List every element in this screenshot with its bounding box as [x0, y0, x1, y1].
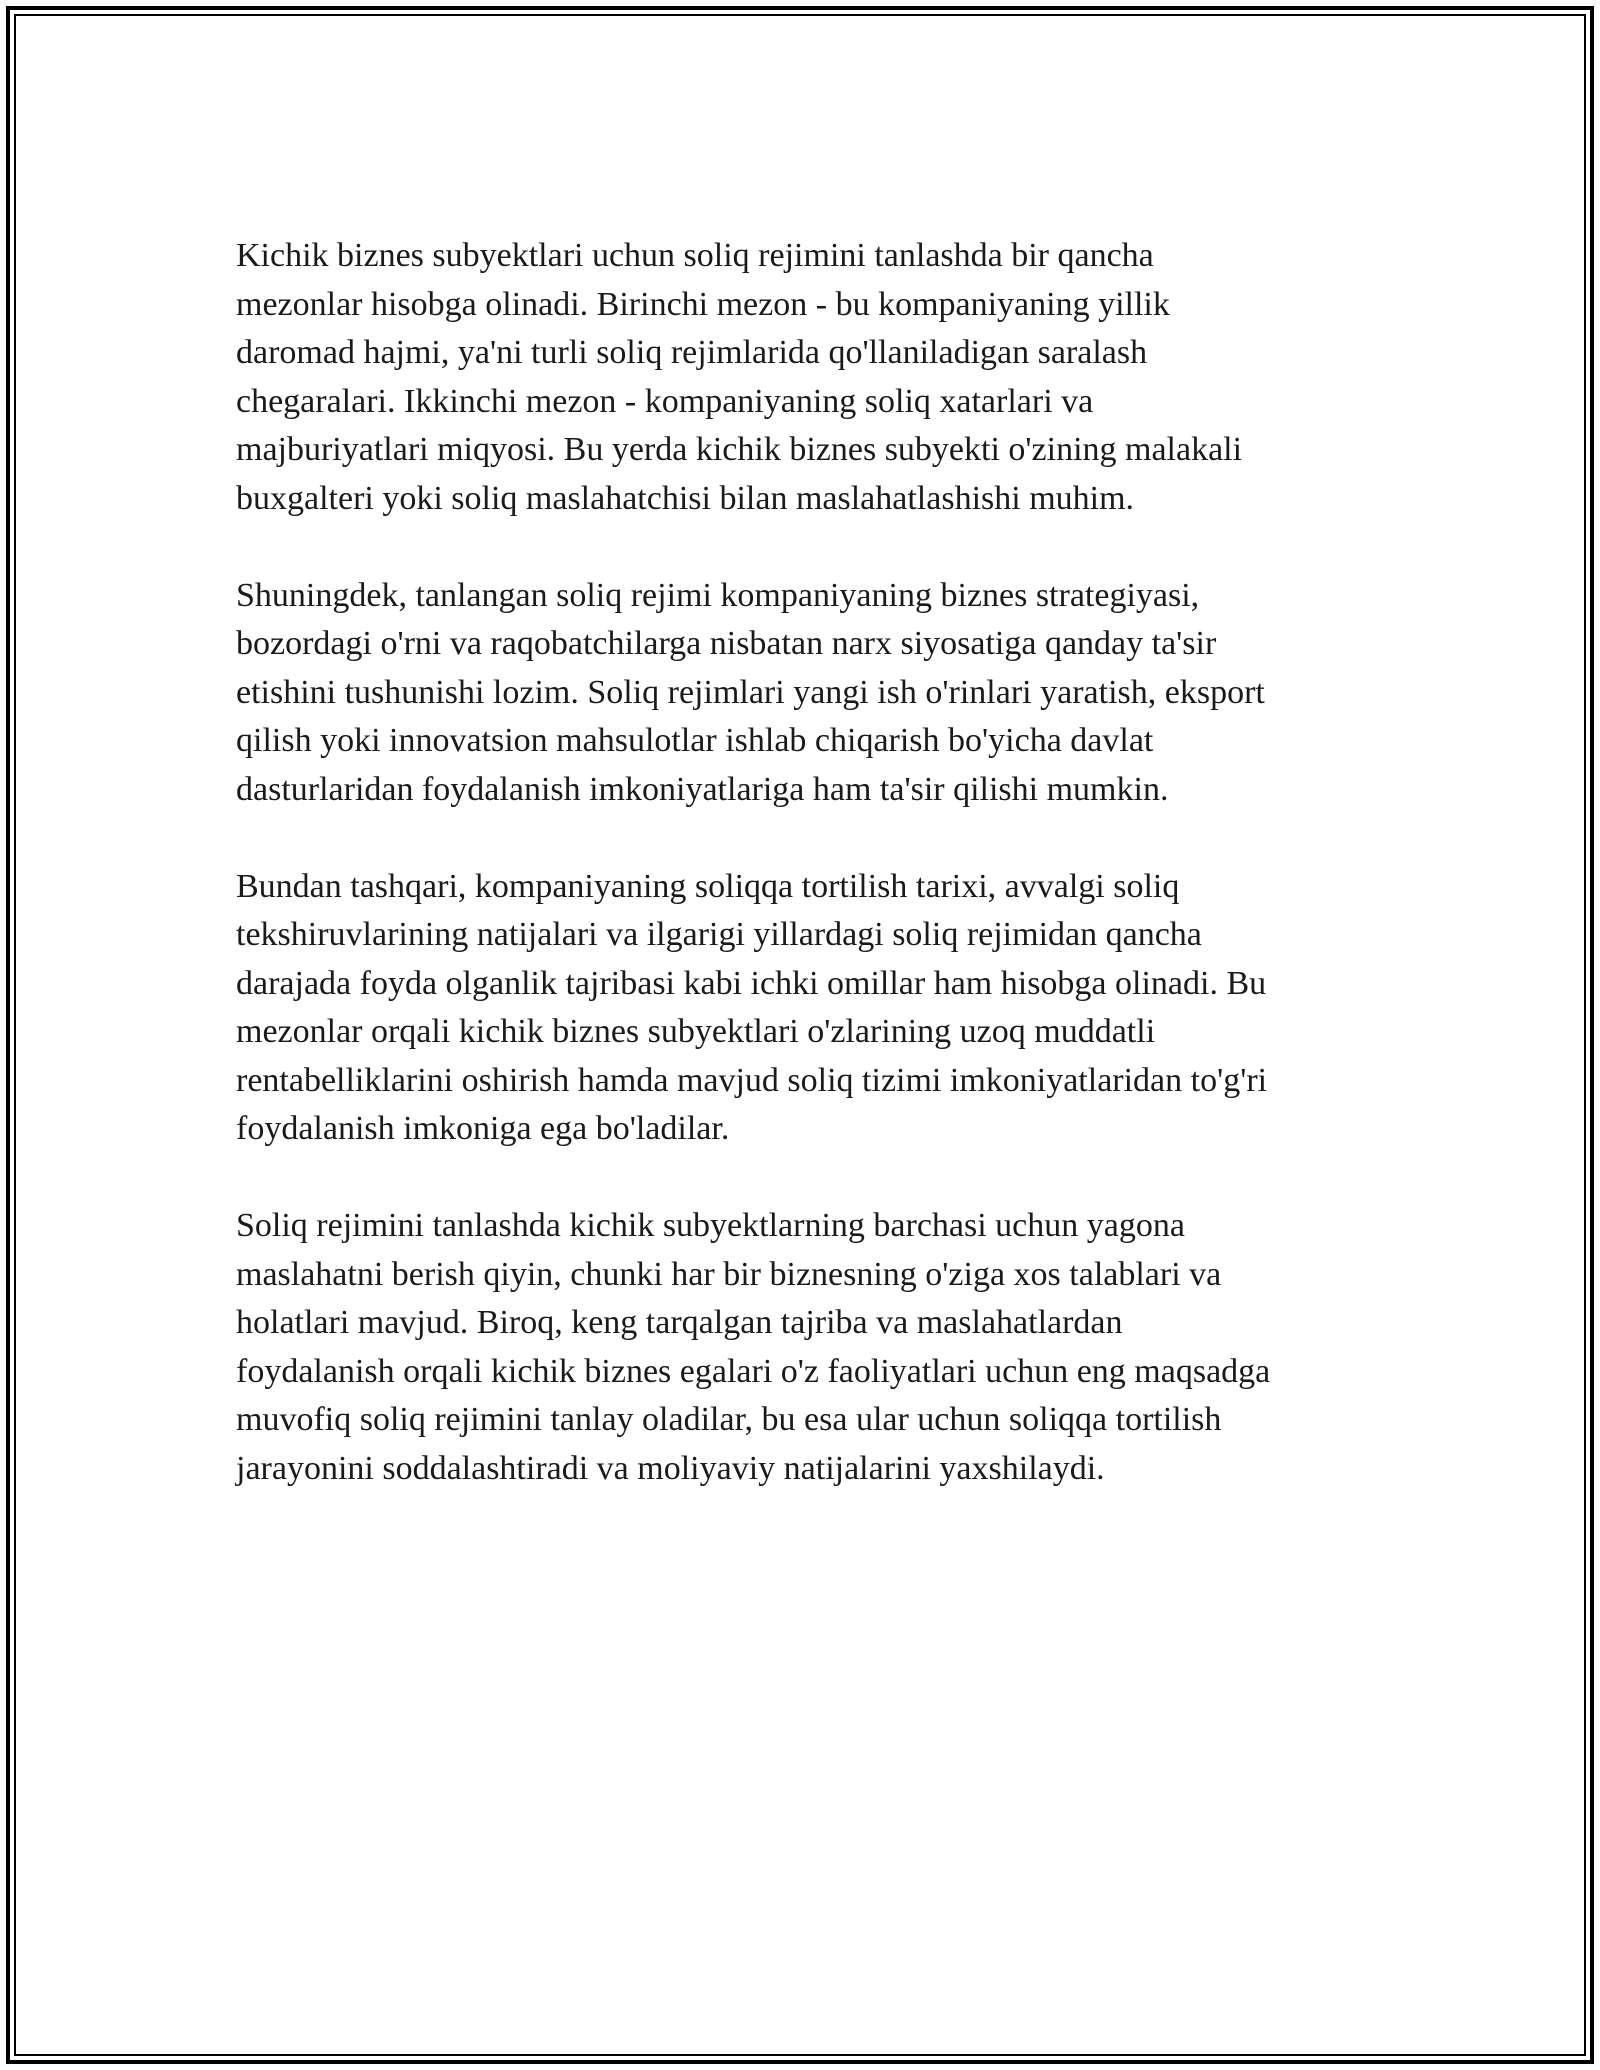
text-line: chegaralari. Ikkinchi mezon - kompaniyaning soliq xatarlari va: [236, 382, 1094, 420]
text-line: mezonlar orqali kichik biznes subyektlari o'zlarining uzoq muddatli: [236, 1013, 1156, 1050]
paragraph-3: [236, 863, 1366, 1154]
text-line: darajada foyda olganlik tajribasi kabi ichki omillar ham hisobga olinadi. Bu: [236, 964, 1267, 1002]
text-line: qilish yoki innovatsion mahsulotlar ishlab chiqarish bo'yicha davlat: [236, 722, 1154, 759]
text-line: daromad hajmi, ya'ni turli soliq rejimlarida qo'llaniladigan saralash: [236, 334, 1148, 371]
document-body: [236, 232, 1366, 1542]
text-line: holatlari mavjud. Biroq, keng tarqalgan tajriba va maslahatlardan: [236, 1304, 1123, 1341]
text-line: mezonlar hisobga olinadi. Birinchi mezon - bu kompaniyaning yillik: [236, 285, 1170, 323]
paragraph-2: [236, 572, 1366, 815]
text-line: majburiyatlari miqyosi. Bu yerda kichik biznes subyekti o'zining malakali: [236, 431, 1243, 468]
text-line: tekshiruvlarining natijalari va ilgarigi yillardagi soliq rejimidan qancha: [236, 916, 1202, 953]
text-line: foydalanish imkoniga ega bo'ladilar.: [236, 1110, 730, 1147]
text-line: jarayonini soddalashtiradi va moliyaviy natijalarini yaxshilaydi.: [236, 1449, 1105, 1487]
text-line: dasturlaridan foydalanish imkoniyatlariga ham ta'sir qilishi mumkin.: [236, 770, 1169, 808]
text-line: buxgalteri yoki soliq maslahatchisi bilan maslahatlashishi muhim.: [236, 479, 1135, 517]
text-line: muvofiq soliq rejimini tanlay oladilar, bu esa ular uchun soliqqa tortilish: [236, 1401, 1222, 1438]
text-line: Kichik biznes subyektlari uchun soliq rejimini tanlashda bir qancha: [236, 237, 1154, 274]
text-line: Soliq rejimini tanlashda kichik subyektlarning barchasi uchun yagona: [236, 1207, 1185, 1244]
text-line: maslahatni berish qiyin, chunki har bir biznesning o'ziga xos talablari va: [236, 1255, 1222, 1293]
text-line: Bundan tashqari, kompaniyaning soliqqa tortilish tarixi, avvalgi soliq: [236, 867, 1180, 905]
text-line: etishini tushunishi lozim. Soliq rejimlari yangi ish o'rinlari yaratish, eksport: [236, 673, 1265, 711]
text-line: Shuningdek, tanlangan soliq rejimi kompaniyaning biznes strategiyasi,: [236, 576, 1200, 614]
text-line: rentabelliklarini oshirish hamda mavjud soliq tizimi imkoniyatlaridan to'g'ri: [236, 1061, 1268, 1099]
paragraph-4: [236, 1202, 1366, 1493]
text-line: bozordagi o'rni va raqobatchilarga nisbatan narx siyosatiga qanday ta'sir: [236, 625, 1217, 662]
text-line: foydalanish orqali kichik biznes egalari o'z faoliyatlari uchun eng maqsadga: [236, 1352, 1271, 1390]
paragraph-1: [236, 232, 1366, 523]
